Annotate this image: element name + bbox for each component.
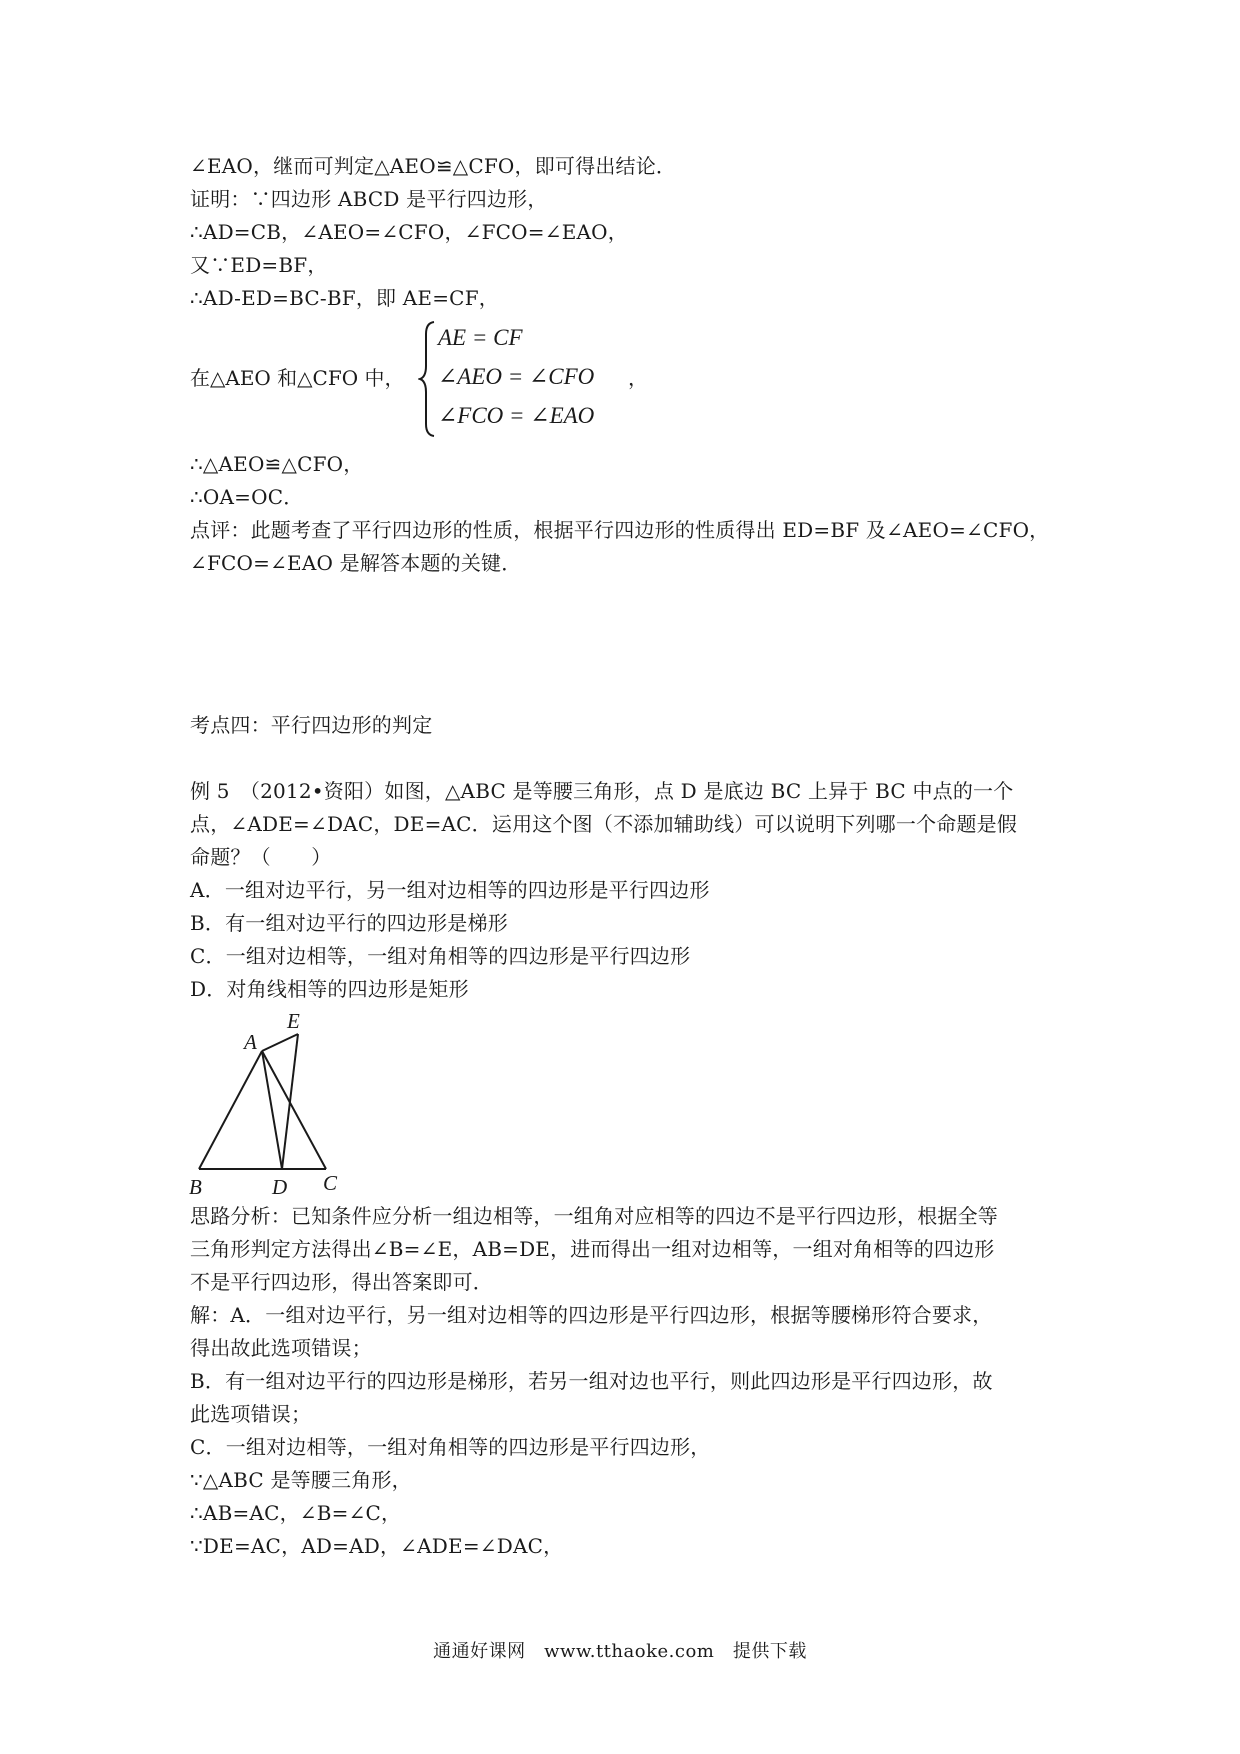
left-brace-icon	[418, 320, 436, 438]
solution-line: ∵DE=AC，AD=AD，∠ADE=∠DAC，	[190, 1534, 564, 1558]
option-b: B．有一组对边平行的四边形是梯形	[190, 911, 508, 935]
example-line: 点，∠ADE=∠DAC，DE=AC．运用这个图（不添加辅助线）可以说明下列哪一个命题是假	[190, 812, 1018, 836]
option-c: C．一组对边相等，一组对角相等的四边形是平行四边形	[190, 944, 691, 968]
triangle-figure	[186, 1004, 356, 1204]
solution-line: ∵△ABC 是等腰三角形，	[190, 1468, 412, 1492]
proof-line: 证明：∵四边形 ABCD 是平行四边形，	[190, 187, 548, 211]
example-line: 命题？（ ）	[190, 845, 332, 869]
proof-line: ∴OA=OC．	[190, 485, 304, 509]
label-d: D	[272, 1175, 288, 1199]
solution-line: ∴AB=AC，∠B=∠C，	[190, 1501, 402, 1525]
option-d: D．对角线相等的四边形是矩形	[190, 977, 469, 1001]
analysis-line: 思路分析：已知条件应分析一组边相等，一组角对应相等的四边不是平行四边形，根据全等	[190, 1204, 998, 1228]
proof-line: ∴△AEO≌△CFO，	[190, 452, 364, 476]
example-line: 例 5 （2012•资阳）如图，△ABC 是等腰三角形，点 D 是底边 BC 上异于 BC 中点的一个	[190, 779, 1014, 803]
proof-line: ∴AD=CB，∠AEO=∠CFO，∠FCO=∠EAO，	[190, 220, 628, 244]
proof-line: 又∵ED=BF，	[190, 253, 328, 277]
segment-de	[282, 1034, 298, 1169]
solution-line: 此选项错误；	[190, 1402, 312, 1426]
option-a: A．一组对边平行，另一组对边相等的四边形是平行四边形	[190, 878, 710, 902]
segment-ab	[199, 1051, 262, 1169]
system-line: ∠FCO = ∠EAO	[438, 403, 595, 428]
system-line: AE = CF	[438, 325, 523, 350]
label-b: B	[189, 1175, 202, 1199]
system-trailing: ，	[628, 366, 648, 390]
system-line: ∠AEO = ∠CFO	[438, 364, 595, 389]
solution-line: 得出故此选项错误；	[190, 1336, 372, 1360]
comment-line: 点评：此题考查了平行四边形的性质，根据平行四边形的性质得出 ED=BF 及∠AEO=∠CFO，	[190, 518, 1050, 542]
segment-ae	[262, 1034, 298, 1051]
label-a: A	[244, 1030, 257, 1054]
label-e: E	[287, 1009, 300, 1033]
topic-heading: 考点四：平行四边形的判定	[190, 713, 433, 737]
solution-line: B．有一组对边平行的四边形是梯形，若另一组对边也平行，则此四边形是平行四边形，故	[190, 1369, 993, 1393]
system-lead: 在△AEO 和△CFO 中，	[190, 366, 405, 390]
label-c: C	[323, 1171, 338, 1195]
analysis-line: 三角形判定方法得出∠B=∠E，AB=DE，进而得出一组对边相等，一组对角相等的四边形	[190, 1237, 995, 1261]
equation-system	[190, 320, 750, 438]
comment-line: ∠FCO=∠EAO 是解答本题的关键．	[190, 551, 522, 575]
page-footer: 通通好课网 www.tthaoke.com 提供下载	[433, 1641, 807, 1662]
proof-line: ∠EAO，继而可判定△AEO≌△CFO，即可得出结论．	[190, 154, 677, 178]
solution-line: C．一组对边相等，一组对角相等的四边形是平行四边形，	[190, 1435, 711, 1459]
solution-line: 解：A．一组对边平行，另一组对边相等的四边形是平行四边形，根据等腰梯形符合要求，	[190, 1303, 993, 1327]
analysis-line: 不是平行四边形，得出答案即可．	[190, 1270, 493, 1294]
proof-line: ∴AD-ED=BC-BF，即 AE=CF，	[190, 286, 499, 310]
